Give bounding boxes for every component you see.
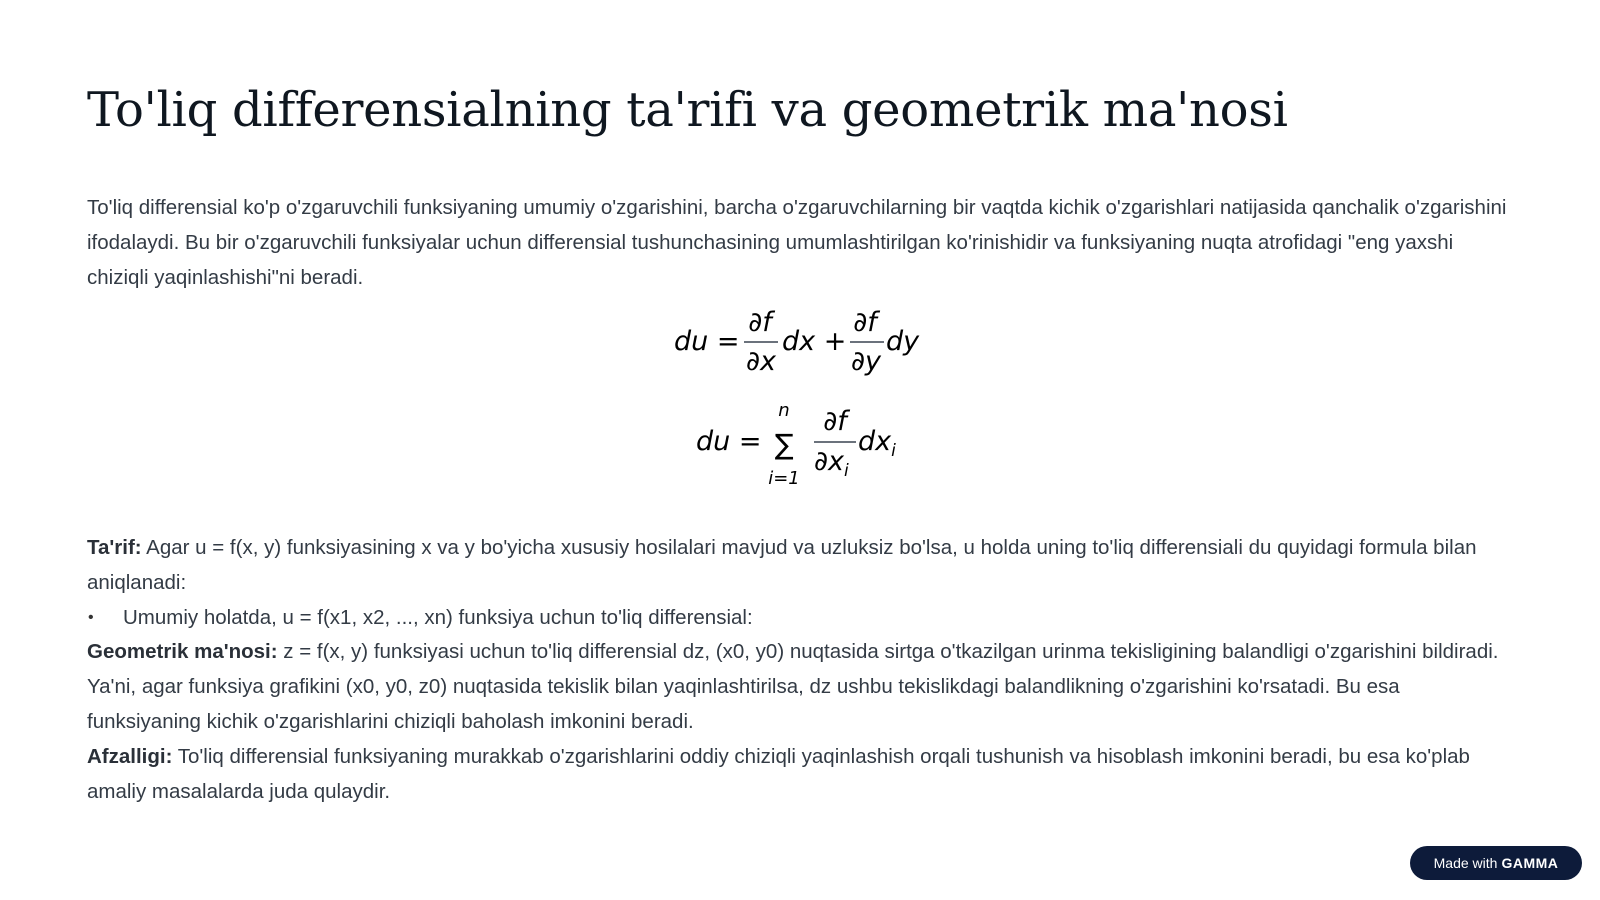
formula-2-sum-bottom: i=1 — [768, 468, 800, 489]
formula-1-lhs: du = — [674, 326, 740, 357]
formula-1-frac2-den: ∂y — [851, 346, 881, 377]
advantage-label: Afzalligi: — [87, 744, 173, 768]
definition-paragraph — [87, 531, 1517, 601]
formula-2-lhs: du = — [696, 426, 762, 457]
definition-label: Ta'rif: — [87, 536, 142, 559]
made-with-gamma-badge[interactable] — [1410, 846, 1582, 880]
advantage-paragraph — [87, 740, 1517, 810]
definition-text: Agar u = f(x, y) funksiyasining x va y bo'yicha xususiy hosilalari mavjud va uzluksiz bo'lsa, u holda uning to'liq differensiali du quyidagi formula bilan aniqlanadi: — [87, 536, 1477, 594]
formula-1-svg — [670, 304, 930, 382]
geometric-text: z = f(x, y) funksiyasi uchun to'liq differensial dz, (x0, y0) nuqtasida sirtga o'tkazilgan urinma tekisligining balandligi o'zgarishini bildiradi. Ya'ni, agar funksiya grafikini (x0, y0, z0) nuqtasida tekislik bilan yaqinlashtirilsa, dz ushbu tekislikdagi balandlikning o'zgarishini ko'rsatadi. Bu esa funksiyaning kichik o'zgarishlarini chiziqli baholash imkonini beradi. — [87, 640, 1499, 733]
geometric-label: Geometrik ma'nosi: — [87, 640, 278, 664]
geometric-paragraph — [87, 635, 1517, 739]
definitions-block — [87, 531, 1517, 809]
formula-total-differential-2d — [0, 304, 1600, 382]
bullet-marker: • — [88, 608, 94, 626]
formula-1-frac1-den: ∂x — [746, 346, 776, 377]
formula-2-frac-num: ∂f — [823, 406, 847, 437]
formula-2-sum-symbol: ∑ — [774, 428, 794, 461]
formula-2-sum-top: n — [778, 400, 790, 421]
intro-paragraph: To'liq differensial ko'p o'zgaruvchili funksiyaning umumiy o'zgarishini, barcha o'zgaruvchilarning bir vaqtda kichik o'zgarishlari natijasida qanchalik o'zgarishini ifodalaydi. Bu bir o'zgaruvchili funksiyalar uchun differensial tushunchasining umumlashtirilgan ko'rinishidir va funksiyaning nuqta atrofidagi "eng yaxshi chiziqli yaqinlashishi"ni beradi. — [87, 196, 1507, 289]
bullet-item — [87, 601, 1517, 636]
bullet-text: Umumiy holatda, u = f(x1, x2, ..., xn) funksiya uchun to'liq differensial: — [123, 605, 753, 629]
badge-prefix: Made with — [1433, 855, 1498, 871]
page-title: To'liq differensialning ta'rifi va geometrik ma'nosi — [87, 82, 1288, 138]
formula-2-end: $dx_i$ — [858, 426, 896, 461]
formula-1-end: dy — [886, 326, 920, 357]
formula-1-mid: dx + — [782, 326, 847, 357]
formula-2-frac-den: $\partial x_i$ — [814, 446, 849, 481]
gamma-logo-text: GAMMA — [1501, 855, 1559, 871]
formula-1-frac1-num: ∂f — [748, 307, 772, 338]
formula-total-differential-nd — [0, 398, 1600, 494]
formula-1-frac2-num: ∂f — [853, 307, 877, 338]
formula-2-svg — [690, 398, 910, 494]
advantage-text: To'liq differensial funksiyaning murakkab o'zgarishlarini oddiy chiziqli yaqinlashish orqali tushunish va hisoblash imkonini beradi, bu esa ko'plab amaliy masalalarda juda qulaydir. — [87, 744, 1470, 803]
